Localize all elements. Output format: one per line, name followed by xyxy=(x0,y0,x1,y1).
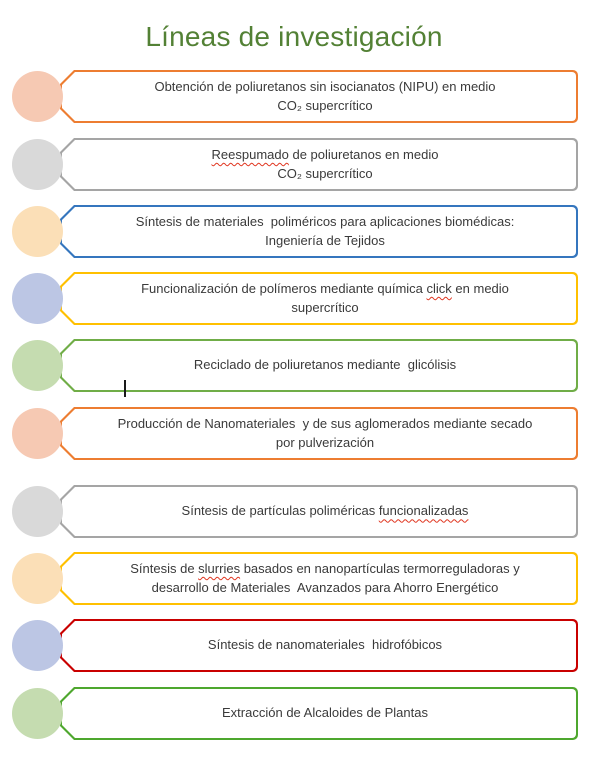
research-line-box xyxy=(60,687,578,740)
misspelled-word: slurries xyxy=(198,561,241,576)
research-line-row xyxy=(0,138,600,191)
text-line: supercrítico xyxy=(291,299,359,315)
page-title: Líneas de investigación xyxy=(145,21,443,52)
text-line xyxy=(82,560,568,579)
research-line-row xyxy=(0,272,600,325)
bullet-circle xyxy=(12,620,63,671)
research-line-box xyxy=(60,339,578,392)
text-line: desarrollo de Materiales Avanzados para Ahorro Energético xyxy=(151,579,499,595)
text-line xyxy=(82,415,568,434)
misspelled-word: Reespumado xyxy=(211,147,289,162)
text-line xyxy=(82,213,568,232)
text-line: CO₂ supercrítico xyxy=(277,165,373,181)
bullet-circle xyxy=(12,340,63,391)
text-segment: Síntesis de nanomateriales hidrofóbicos xyxy=(207,637,443,653)
research-line-text xyxy=(82,339,568,392)
text-line: por pulverización xyxy=(275,434,375,450)
text-line xyxy=(82,636,568,655)
research-line-row xyxy=(0,619,600,672)
research-line-text xyxy=(82,619,568,672)
text-segment: en medio xyxy=(451,281,509,296)
misspelled-word: click xyxy=(426,281,452,296)
research-line-box xyxy=(60,407,578,460)
research-line-row xyxy=(0,70,600,123)
research-line-text xyxy=(82,687,568,740)
bullet-circle xyxy=(12,408,63,459)
bullet-circle xyxy=(12,688,63,739)
bullet-circle xyxy=(12,553,63,604)
research-line-box xyxy=(60,485,578,538)
research-line-box xyxy=(60,138,578,191)
research-line-box xyxy=(60,205,578,258)
research-line-box xyxy=(60,272,578,325)
text-line xyxy=(82,78,568,97)
text-line xyxy=(82,502,568,521)
research-line-row xyxy=(0,687,600,740)
misspelled-word: funcionalizadas xyxy=(378,503,469,519)
bullet-circle xyxy=(12,71,63,122)
research-line-text xyxy=(82,138,568,191)
text-line xyxy=(82,146,568,165)
research-line-text xyxy=(82,205,568,258)
research-line-row xyxy=(0,205,600,258)
text-segment: Síntesis de xyxy=(130,561,199,576)
bullet-circle xyxy=(12,206,63,257)
text-segment: Producción de Nanomateriales y de sus aglomerados mediante secado xyxy=(117,416,533,431)
research-line-row xyxy=(0,407,600,460)
text-line xyxy=(82,280,568,299)
research-line-text xyxy=(82,407,568,460)
research-line-row xyxy=(0,552,600,605)
text-line xyxy=(82,704,568,723)
text-segment: Síntesis de materiales poliméricos para aplicaciones biomédicas: xyxy=(135,214,515,229)
text-line: Ingeniería de Tejidos xyxy=(265,232,385,248)
research-line-box xyxy=(60,619,578,672)
text-segment: Reciclado de poliuretanos mediante glicólisis xyxy=(193,357,457,373)
research-line-text xyxy=(82,70,568,123)
research-line-box xyxy=(60,552,578,605)
bullet-circle xyxy=(12,139,63,190)
research-line-text xyxy=(82,552,568,605)
text-segment: basados en nanopartículas termorreguladoras y xyxy=(240,561,520,576)
text-segment: Obtención de poliuretanos sin isocianatos (NIPU) en medio xyxy=(154,79,496,94)
research-line-row xyxy=(0,485,600,538)
research-line-text xyxy=(82,485,568,538)
bullet-circle xyxy=(12,486,63,537)
text-segment: Funcionalización de polímeros mediante química xyxy=(141,281,427,296)
text-line: CO₂ supercrítico xyxy=(277,97,373,113)
text-line xyxy=(82,356,568,375)
research-line-text xyxy=(82,272,568,325)
text-segment: Síntesis de partículas poliméricas xyxy=(181,503,379,519)
bullet-circle xyxy=(12,273,63,324)
text-segment: Extracción de Alcaloides de Plantas xyxy=(222,705,428,721)
research-line-box xyxy=(60,70,578,123)
research-line-row xyxy=(0,339,600,392)
text-cursor-artifact xyxy=(124,380,126,397)
text-segment: de poliuretanos en medio xyxy=(288,147,439,162)
